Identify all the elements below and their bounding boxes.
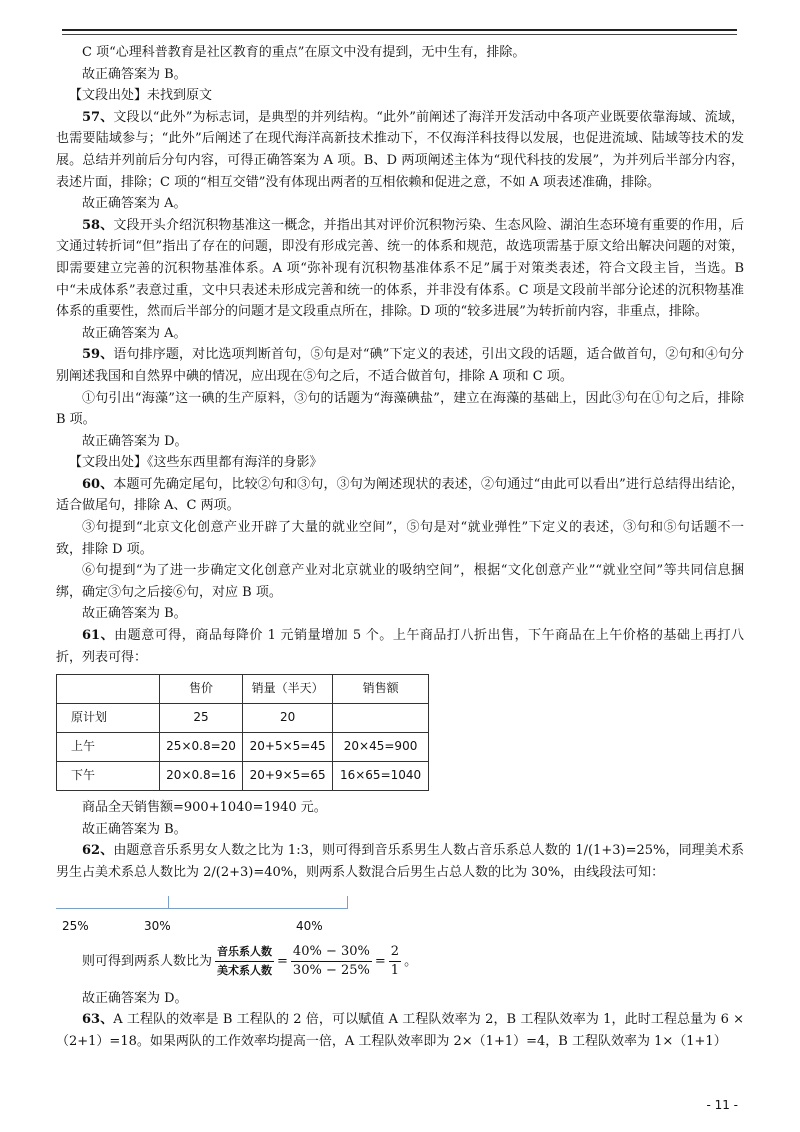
table-header-cell: 售价 [160, 675, 243, 704]
table-header-cell: 销售额 [333, 675, 429, 704]
question-number: 59、 [82, 347, 114, 363]
question-57: 57、文段以“此外”为标志词，是典型的并列结构。“此外”前阐述了海洋开发活动中各项产业既要依靠海域、流域，也需要陆域参与；“此外”后阐述了在现代海洋高新技术推动下，不仅海洋科技得以发展，也促进流域、陆域等技术的发展。总结并列前后分句内容，可得正确答案为 A 项。B、D 两项阐述主体为“现代科技的发展”，为并列后半部分内容，表述片面，排除；C 项的“相互交错”没有体现出两者的互相依赖和促进之意，不如 A 项表述准确，排除。 [56, 109, 744, 190]
fraction-right: $\frac{2}{1}$ [390, 944, 400, 979]
segment-tick [168, 896, 169, 908]
header-rule-thick [62, 29, 737, 31]
table-cell: 25 [160, 704, 243, 733]
answer-line: 故正确答案为 B。 [82, 66, 187, 82]
paragraph: C 项“心理科普教育是社区教育的重点”在原文中没有提到，无中生有，排除。 [82, 45, 526, 60]
answer-line: 故正确答案为 B。 [82, 821, 187, 837]
table-cell: 16×65=1040 [333, 762, 429, 791]
segment-label: 25% [62, 918, 89, 933]
table-cell: 20×45=900 [333, 733, 429, 762]
paragraph: ⑥句提到“为了进一步确定文化创意产业对北京就业的吸纳空间”，根据“文化创意产业”“就业空间”等共同信息捆绑，确定③句之后接⑥句，对应 B 项。 [56, 563, 744, 600]
table-header-row [57, 675, 429, 704]
segment-diagram [56, 888, 744, 936]
table-cell: 20+5×5=45 [243, 733, 333, 762]
table-cell [333, 704, 429, 733]
table-cell: 20+9×5=65 [243, 762, 333, 791]
fraction-middle: $\frac{40\% - 30\%}{30\% - 25\%}$ [292, 944, 370, 979]
question-number: 58、 [82, 217, 114, 233]
question-59: 59、语句排序题，对比选项判断首句，⑤句是对“碘”下定义的表述，引出文段的话题，适合做首句，②句和④句分别阐述我国和自然界中碘的情况，应出现在⑤句之后，不适合做首句，排除 A 项和 C 项。 [56, 347, 744, 384]
question-61: 61、由题意可得，商品每降价 1 元销量增加 5 个。上午商品打八折出售，下午商品在上午价格的基础上再打八折，列表可得： [56, 628, 745, 665]
segment-label: 30% [144, 918, 171, 933]
segment-line [56, 908, 348, 909]
table-header-cell: 销量（半天） [243, 675, 333, 704]
page-content [56, 42, 744, 1052]
table-cell: 20×0.8=16 [160, 762, 243, 791]
table-row [57, 762, 429, 791]
table-cell: 25×0.8=20 [160, 733, 243, 762]
answer-line: 故正确答案为 D。 [82, 433, 188, 449]
table-cell: 上午 [57, 733, 160, 762]
question-number: 61、 [82, 628, 115, 644]
table-cell: 下午 [57, 762, 160, 791]
ratio-formula [56, 936, 744, 988]
segment-tick [347, 896, 348, 908]
question-number: 57、 [82, 109, 114, 125]
answer-line: 故正确答案为 B。 [82, 606, 187, 622]
fraction-left: $\frac{\text{音乐系人数}}{\text{美术系人数}}$ [217, 945, 273, 978]
question-62: 62、由题意音乐系男女人数之比为 1:3，则可得到音乐系男生人数占音乐系总人数的 1/(1+3)=25%，同理美术系男生占美术系总人数比为 2/(2+3)=40%，则两系人数混合后男生占总人数的比为 30%，由线段法可知： [56, 843, 744, 880]
formula-prefix: 则可得到两系人数比为 [82, 953, 213, 969]
source-line: 【文段出处】《这些东西里都有海洋的身影》 [69, 455, 323, 471]
equals-sign: = [277, 953, 288, 969]
equals-sign: = [374, 953, 386, 969]
table-header-cell [57, 675, 160, 704]
table-cell: 20 [243, 704, 333, 733]
segment-label: 40% [296, 918, 323, 933]
paragraph: 商品全天销售额=900+1040=1940 元。 [82, 800, 327, 816]
paragraph: ①句引出“海藻”这一碘的生产原料，③句的话题为“海藻碘盐”，建立在海藻的基础上，因此③句在①句之后，排除 B 项。 [56, 390, 744, 428]
answer-line: 故正确答案为 A。 [82, 196, 187, 212]
paragraph: ③句提到“北京文化创意产业开辟了大量的就业空间”，⑤句是对“就业弹性”下定义的表述，③句和⑤句话题不一致，排除 D 项。 [56, 520, 744, 557]
question-60: 60、本题可先确定尾句，比较②句和③句，③句为阐述现状的表述，②句通过“由此可以看出”进行总结得出结论，适合做尾句，排除 A、C 两项。 [56, 476, 744, 514]
question-number: 60、 [82, 476, 114, 492]
answer-line: 故正确答案为 A。 [82, 325, 187, 341]
table-row [57, 733, 429, 762]
table-cell: 原计划 [57, 704, 160, 733]
period: 。 [404, 953, 418, 969]
question-58: 58、文段开头介绍沉积物基准这一概念，并指出其对评价沉积物污染、生态风险、湖泊生态环境有重要的作用，后文通过转折词“但”指出了存在的问题，即没有形成完善、统一的体系和规范，故选项需基于原文给出解决问题的对策，即需要建立完善的沉积物基准体系。A 项“弥补现有沉积物基准体系不足”属于对策类表述，符合文段主旨，当选。B 中“未成体系”表意过重，文中只表述未形成完善和统一的体系，并非没有体系。C 项是文段前半部分论述的沉积物基准体系的重要性，然而后半部分的问题才是文段重点所在，排除。D 项的“较多进展”为转折前内容，非重点，排除。 [56, 217, 744, 320]
page-number: - 11 - [706, 1098, 738, 1112]
header-rule-thin [62, 34, 737, 35]
source-line: 【文段出处】未找到原文 [69, 88, 213, 104]
question-63: 63、A 工程队的效率是 B 工程队的 2 倍，可以赋值 A 工程队效率为 2，B 工程队效率为 1，此时工程总量为 6 ×（2+1）=18。如果两队的工作效率均提高一倍，A 工程队效率即为 2×（1+1）=4，B 工程队效率为 1×（1+1） [56, 1012, 744, 1049]
table-row [57, 704, 429, 733]
question-number: 63、 [82, 1012, 114, 1028]
sales-table [56, 674, 429, 791]
question-number: 62、 [82, 843, 114, 859]
answer-line: 故正确答案为 D。 [82, 990, 188, 1006]
